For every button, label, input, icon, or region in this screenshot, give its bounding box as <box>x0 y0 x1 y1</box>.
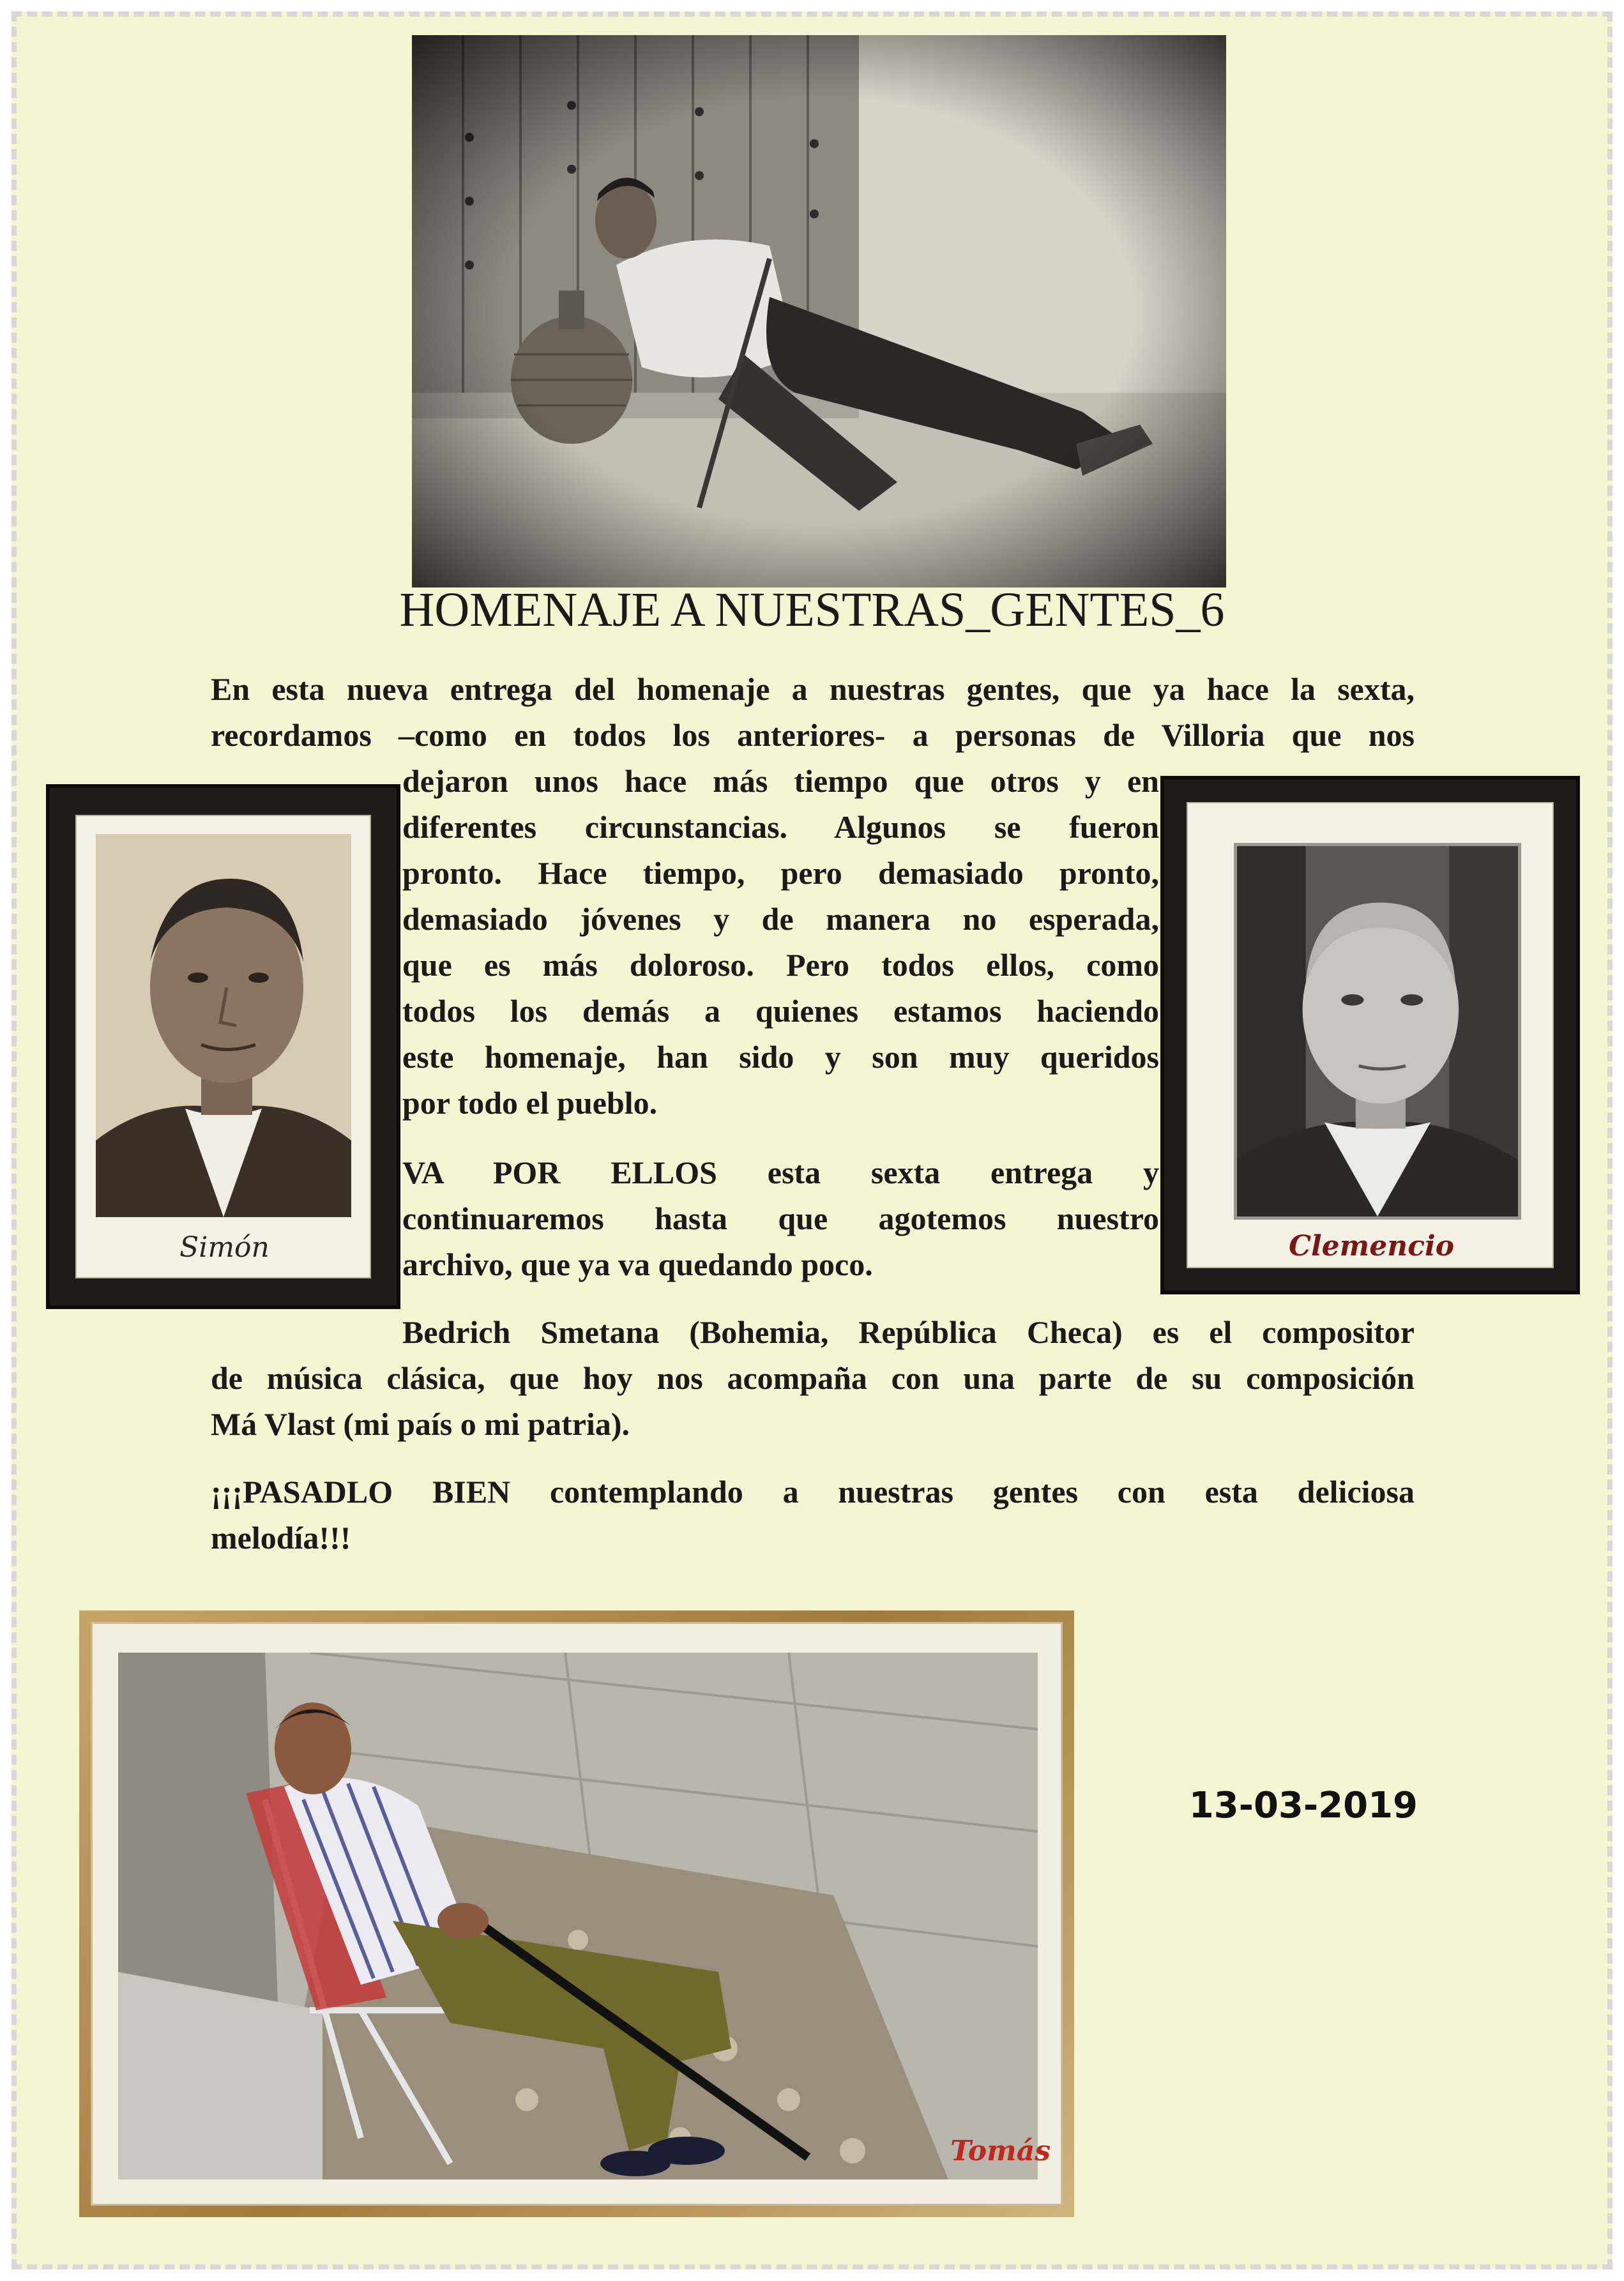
text-line: diferentes circunstancias. Algunos se fueron <box>402 809 1159 845</box>
top-photo-man-reclining <box>412 35 1226 587</box>
text-line: este homenaje, han sido y son muy queridos <box>402 1039 1159 1075</box>
portrait-caption-simon: Simón <box>179 1231 269 1264</box>
text-line: pronto. Hace tiempo, pero demasiado pronto, <box>402 855 1159 891</box>
text-line: Bedrich Smetana (Bohemia, República Checa) es el compositor <box>402 1314 1415 1350</box>
third-paragraph <box>211 1309 1415 1447</box>
text-line: todos los demás a quienes estamos haciendo <box>402 993 1159 1029</box>
date-stamp: 13-03-2019 <box>1188 1785 1418 1826</box>
photo-mat-tomas <box>91 1622 1063 2206</box>
text-line: por todo el pueblo. <box>402 1085 658 1121</box>
page-title: HOMENAJE A NUESTRAS_GENTES_6 <box>399 583 1225 637</box>
portrait-frame-clemencio <box>1160 776 1580 1294</box>
portrait-mat-clemencio <box>1187 802 1554 1268</box>
portrait-drawing-clemencio <box>1237 846 1518 1216</box>
portrait-mat-simon <box>75 815 371 1278</box>
second-paragraph <box>402 1149 1159 1287</box>
text-line: demasiado jóvenes y de manera no esperada, <box>402 901 1159 937</box>
intro-paragraph-column <box>402 758 1159 1126</box>
portrait-photo-simon <box>96 834 351 1217</box>
text-line: recordamos –como en todos los anteriores- a personas de Villoria que nos <box>211 717 1415 753</box>
photo-tomas-seated <box>118 1653 1038 2179</box>
portrait-drawing-simon <box>96 834 351 1217</box>
text-line: melodía!!! <box>211 1520 351 1556</box>
text-line: archivo, que ya va quedando poco. <box>402 1247 873 1282</box>
top-photo-drawing <box>412 35 1226 587</box>
photo-caption-tomas: Tomás <box>950 2135 1051 2167</box>
text-line: Má Vlast (mi país o mi patria). <box>211 1406 630 1442</box>
photo-frame-tomas <box>79 1610 1074 2217</box>
photo-drawing-tomas <box>118 1653 1038 2179</box>
portrait-photo-clemencio <box>1234 843 1521 1220</box>
text-line: continuaremos hasta que agotemos nuestro <box>402 1201 1159 1236</box>
text-line: dejaron unos hace más tiempo que otros y en <box>402 763 1159 799</box>
text-line: que es más doloroso. Pero todos ellos, como <box>402 947 1159 983</box>
intro-paragraph-top <box>211 666 1415 758</box>
text-line: de música clásica, que hoy nos acompaña con una parte de su composición <box>211 1360 1415 1396</box>
text-line: VA POR ELLOS esta sexta entrega y <box>402 1155 1159 1190</box>
portrait-caption-clemencio: Clemencio <box>1288 1230 1455 1262</box>
fourth-paragraph <box>211 1469 1415 1561</box>
portrait-frame-simon <box>46 784 400 1309</box>
text-line: En esta nueva entrega del homenaje a nuestras gentes, que ya hace la sexta, <box>211 671 1415 707</box>
text-line: ¡¡¡PASADLO BIEN contemplando a nuestras gentes con esta deliciosa <box>211 1474 1415 1510</box>
